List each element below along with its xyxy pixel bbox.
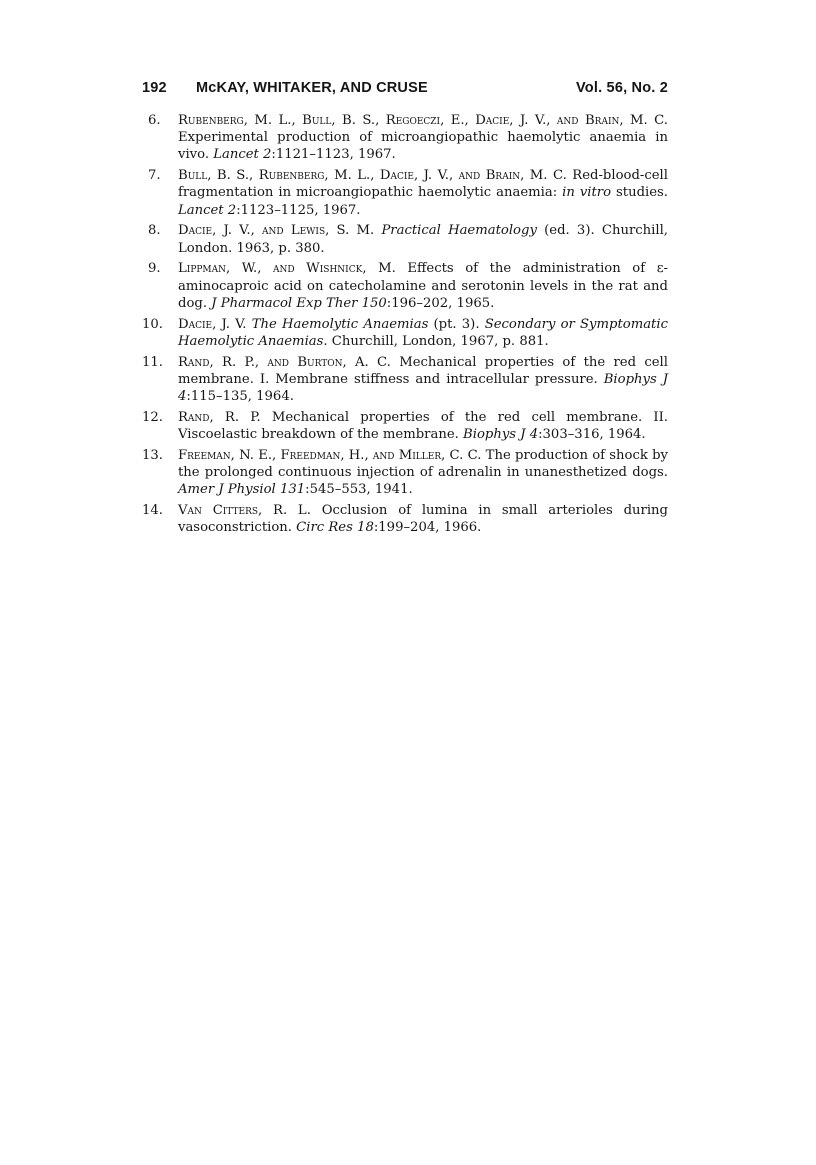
reference-journal: J Pharmacol Exp Ther 150 [211, 295, 387, 311]
volume-issue: Vol. 56, No. 2 [576, 80, 668, 96]
reference-part: (pt. 3). [428, 316, 485, 332]
reference-title: Mechanical properties of the red cell membrane. II. Viscoelastic breakdown of the membrane. [178, 409, 669, 443]
reference-title: Red-blood-cell fragmentation in microangiopathic haemolytic anaemia: [178, 168, 668, 201]
reference-details: :545–553, 1941. [305, 482, 413, 498]
reference-authors: Van Citters, R. L. [178, 503, 311, 519]
reference-authors: Bull, B. S., Rubenberg, M. L., Dacie, J. V., and Brain, M. C. [178, 168, 567, 184]
reference-title-end: studies. [611, 185, 668, 201]
reference-title: Occlusion of lumina in small arterioles during vasoconstriction. [178, 503, 668, 536]
reference-number: 12. [142, 409, 163, 425]
reference-book-title: Practical Haematology [381, 223, 537, 239]
page-header [142, 80, 668, 102]
reference-authors: Dacie, J. V., and Lewis, S. M. [178, 223, 375, 239]
reference-authors: Rand, R. P. [178, 409, 261, 425]
reference-details: Churchill, London, 1967, p. 881. [327, 333, 549, 349]
reference-title: Experimental production of microangiopathic haemolytic anaemia in vivo. [178, 130, 668, 163]
reference-number: 13. [142, 447, 163, 463]
reference-list [142, 112, 668, 540]
reference-item-9 [142, 260, 668, 312]
reference-item-7 [142, 167, 668, 219]
reference-title: The production of shock by the prolonged continuous injection of adrenalin in unanesthetized dogs. [178, 447, 668, 481]
reference-number: 14. [142, 503, 163, 519]
reference-journal: Circ Res 18 [296, 520, 374, 536]
reference-authors: Lippman, W., and Wishnick, M. [178, 261, 396, 277]
reference-number: 8. [148, 223, 161, 239]
reference-number: 10. [142, 316, 163, 332]
reference-item-12 [142, 409, 668, 443]
reference-book-title: The Haemolytic Anaemias [251, 316, 429, 332]
reference-number: 9. [148, 261, 161, 277]
reference-subtitle: Secondary or Symptomatic Haemolytic Anaemias. [178, 316, 668, 349]
reference-journal: Biophys J 4 [463, 427, 539, 443]
reference-details: :1121–1123, 1967. [271, 147, 396, 163]
reference-details: :1123–1125, 1967. [236, 202, 361, 218]
reference-item-10 [142, 316, 668, 350]
reference-authors: Dacie, J. V. [178, 316, 247, 332]
reference-item-8 [142, 222, 668, 256]
reference-authors: Freeman, N. E., Freedman, H., and Miller, C. C. [178, 447, 482, 463]
reference-journal: Biophys J 4 [178, 371, 668, 405]
reference-number: 11. [142, 354, 163, 370]
reference-details: :196–202, 1965. [386, 295, 495, 311]
reference-authors: Rand, R. P., and Burton, A. C. [178, 354, 391, 370]
reference-journal: Amer J Physiol 131 [178, 482, 306, 498]
reference-title: Mechanical properties of the red cell membrane. I. Membrane stiffness and intracellular pressure. [178, 354, 668, 387]
reference-journal: Lancet 2 [213, 147, 272, 163]
running-head: McKAY, WHITAKER, AND CRUSE [196, 80, 428, 96]
reference-title-italic: in vitro [562, 185, 612, 201]
reference-details: :115–135, 1964. [186, 389, 294, 405]
reference-item-6 [142, 112, 668, 164]
reference-details: (ed. 3). Churchill, London. 1963, p. 380. [178, 223, 668, 256]
reference-details: :303–316, 1964. [538, 427, 646, 443]
reference-item-14 [142, 502, 668, 536]
reference-item-11 [142, 354, 668, 406]
reference-item-13 [142, 447, 668, 499]
reference-number: 7. [148, 168, 161, 184]
reference-journal: Lancet 2 [178, 202, 237, 218]
reference-number: 6. [148, 113, 161, 128]
page-number: 192 [142, 80, 167, 96]
reference-details: :199–204, 1966. [373, 520, 482, 536]
reference-authors: Rubenberg, M. L., Bull, B. S., Regoeczi, E., Dacie, J. V., and Brain, M. C. [178, 113, 668, 128]
reference-title: Effects of the administration of ε-aminocaproic acid on catecholamine and serotonin levels in the rat and dog. [178, 261, 668, 311]
